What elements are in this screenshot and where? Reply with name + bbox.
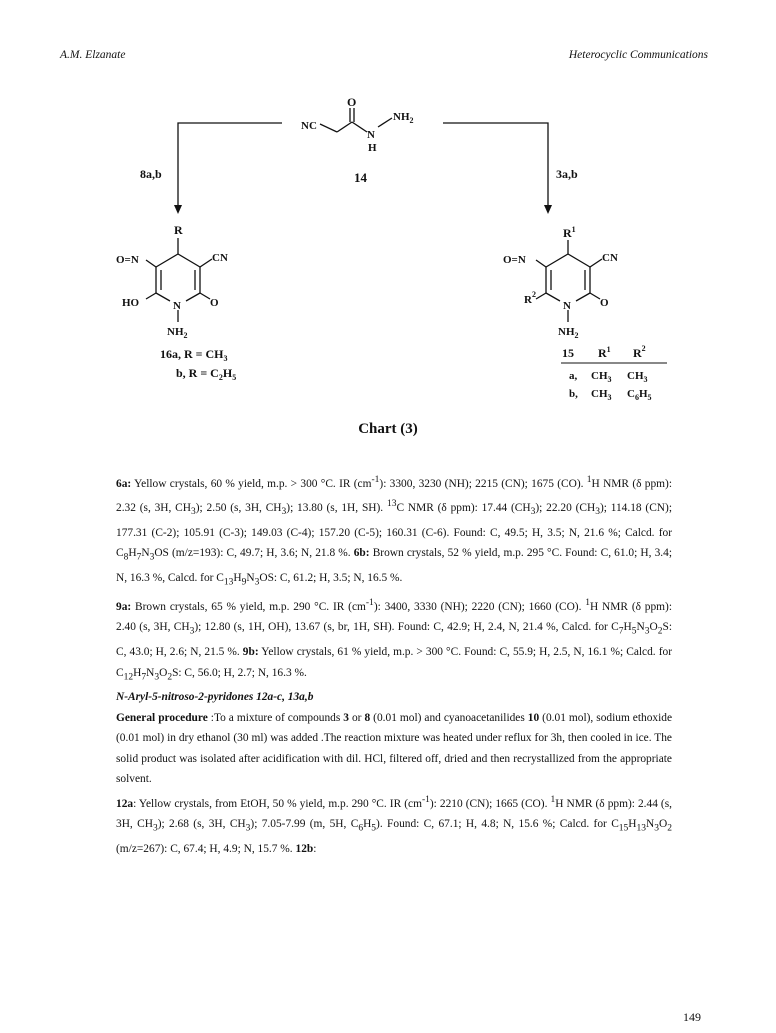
compound-16-cn: CN: [212, 252, 228, 264]
compound-16-nh2: $NH_2$: [167, 326, 188, 340]
compound-15-nitroso: O=N: [503, 254, 526, 266]
table-row-b-r2: $C_6H_5$: [627, 388, 652, 402]
compound-16-ho: HO: [122, 297, 140, 309]
compound-15-structure: [503, 225, 618, 340]
compound-14-nc: NC: [301, 120, 317, 132]
paragraph-6a: 6a: Yellow crystals, 60 % yield, m.p. > 300 °C. IR $(cm^{-1})$: 3300, 3230 (NH); 2215 (CN); 1675 (CO). $^1$H NMR (δ ppm): 2.32 (s, 3H, $CH_3$); 2.50 (s, 3H, $CH_3$); 13.80 (s, 1H, SH). $^{13}$C NMR (δ ppm): 17.44 $(CH_3)$; 22.20 $(CH_3)$; 114.18 (CN); 177.31 (C-2); 105.91 (C-3); 149.03 (C-4); 157.20 (C-5); 160.31 (C-6). Found: C, 49.5; H, 3.5; N, 21.6 %; Calcd. for $C_8H_7N_3OS$ (m/z=193): C, 49.7; H, 3.6; N, 21.8 %. 6b: Brown crystals, 52 % yield, m.p. 295 °C. Found: C, 61.0; H, 3.4; N, 16.3 %, Calcd. for $C_{13}H_9N_3OS$: C, 61.2; H, 3.5; N, 16.5 %.: [116, 475, 672, 588]
reaction-arrows: [178, 123, 548, 210]
chart-caption: Chart (3): [358, 421, 418, 437]
compound-14-label: 14: [354, 170, 367, 185]
reagent-left-label: 8a,b: [140, 167, 162, 181]
compound-16-label-b: b, $R = C_2H_5$: [176, 366, 237, 382]
compound-15-substituent-table: [561, 344, 667, 402]
running-header-author: A.M. Elzanate: [60, 49, 126, 61]
paragraph-9a: 9a: Brown crystals, 65 % yield, m.p. 290 °C. IR $(cm^{-1})$: 3400, 3330 (NH); 2220 (CN); 1660 (CO). $^1$H NMR (δ ppm): 2.40 (s, 3H, $CH_3$); 12.80 (s, 1H, OH), 13.67 (s, br, 1H, SH). Found: C, 42.9; H, 2.4, N, 21.4 %, Calcd. for $C_7H_5N_3O_2S$: C, 43.0; H, 2.6; N, 21.5 %. 9b: Yellow crystals, 61 % yield, m.p. > 300 °C. Found: C, 55.9; H, 2.5, N, 16.1 %; Calcd. for $C_{12}H_7N_3O_2S$: C, 56.0; H, 2.7; N, 16.3 %.: [116, 597, 672, 682]
table-header-r1: $R^1$: [598, 345, 611, 360]
table-row-b-label: b,: [569, 388, 578, 400]
compound-16-r: R: [174, 223, 183, 237]
arrow-head-left: [174, 205, 182, 214]
compound-16-label-a: 16a, $R = CH_3$: [160, 347, 228, 363]
table-row-a-r2: $CH_3$: [627, 370, 648, 384]
compound-14-n: N: [367, 129, 375, 141]
compound-14-carbonyl-o: O: [347, 95, 357, 109]
compound-16-ring-n: N: [173, 300, 181, 312]
compound-14-nh2: $NH_2$: [393, 111, 414, 125]
compound-15-r1: $R^1$: [563, 225, 576, 240]
compound-15-r2: $R^2$: [524, 290, 536, 306]
experimental-text: [116, 470, 672, 859]
table-row-a-label: a,: [569, 370, 578, 382]
section-heading: N-Aryl-5-nitroso-2-pyridones 12a-c, 13a,b: [116, 691, 314, 704]
reaction-scheme: [0, 0, 776, 440]
table-row-b-r1: $CH_3$: [591, 388, 612, 402]
compound-14-h: H: [368, 142, 377, 154]
compound-14-structure: [301, 95, 414, 154]
compound-15-carbonyl-o: O: [600, 297, 609, 309]
running-header-journal: Heterocyclic Communications: [568, 49, 708, 61]
reagent-right-label: 3a,b: [556, 167, 578, 181]
compound-15-ring-n: N: [563, 300, 571, 312]
compound-16-carbonyl-o: O: [210, 297, 219, 309]
paragraph-12a: 12a: Yellow crystals, from EtOH, 50 % yield, m.p. 290 °C. IR $(cm^{-1})$: 2210 (CN); 1665 (CO). $^1$H NMR (δ ppm): 2.44 (s, 3H, $CH_3$); 2.68 (s, 3H, $CH_3$); 7.05-7.99 (m, 5H, $C_6H_5$). Found: C, 67.1; H, 4.8; N, 15.6 %; Calcd. for $C_{15}H_{13}N_3O_2$ (m/z=267): C, 67.4; H, 4.9; N, 15.7 %. 12b:: [116, 794, 673, 855]
compound-16-structure: [116, 223, 228, 340]
table-header-compound: 15: [562, 346, 574, 360]
page-number: 149: [683, 1010, 701, 1024]
arrow-head-right: [544, 205, 552, 214]
table-header-r2: $R^2$: [633, 344, 646, 360]
paragraph-general-procedure: General procedure :To a mixture of compounds 3 or 8 (0.01 mol) and cyanoacetanilides 10 (0.01 mol), sodium ethoxide (0.01 mol) in dry ethanol (30 ml) was added .The reaction mixture was heated under reflux for 3h, then cooled in ice. The solid product was isolated after acidification with dil. HCl, filtered off, dried and then recrystallized from the appropriate solvent.: [116, 711, 673, 786]
compound-15-cn: CN: [602, 252, 618, 264]
compound-16-nitroso: O=N: [116, 254, 139, 266]
table-row-a-r1: $CH_3$: [591, 370, 612, 384]
compound-15-nh2: $NH_2$: [558, 326, 579, 340]
